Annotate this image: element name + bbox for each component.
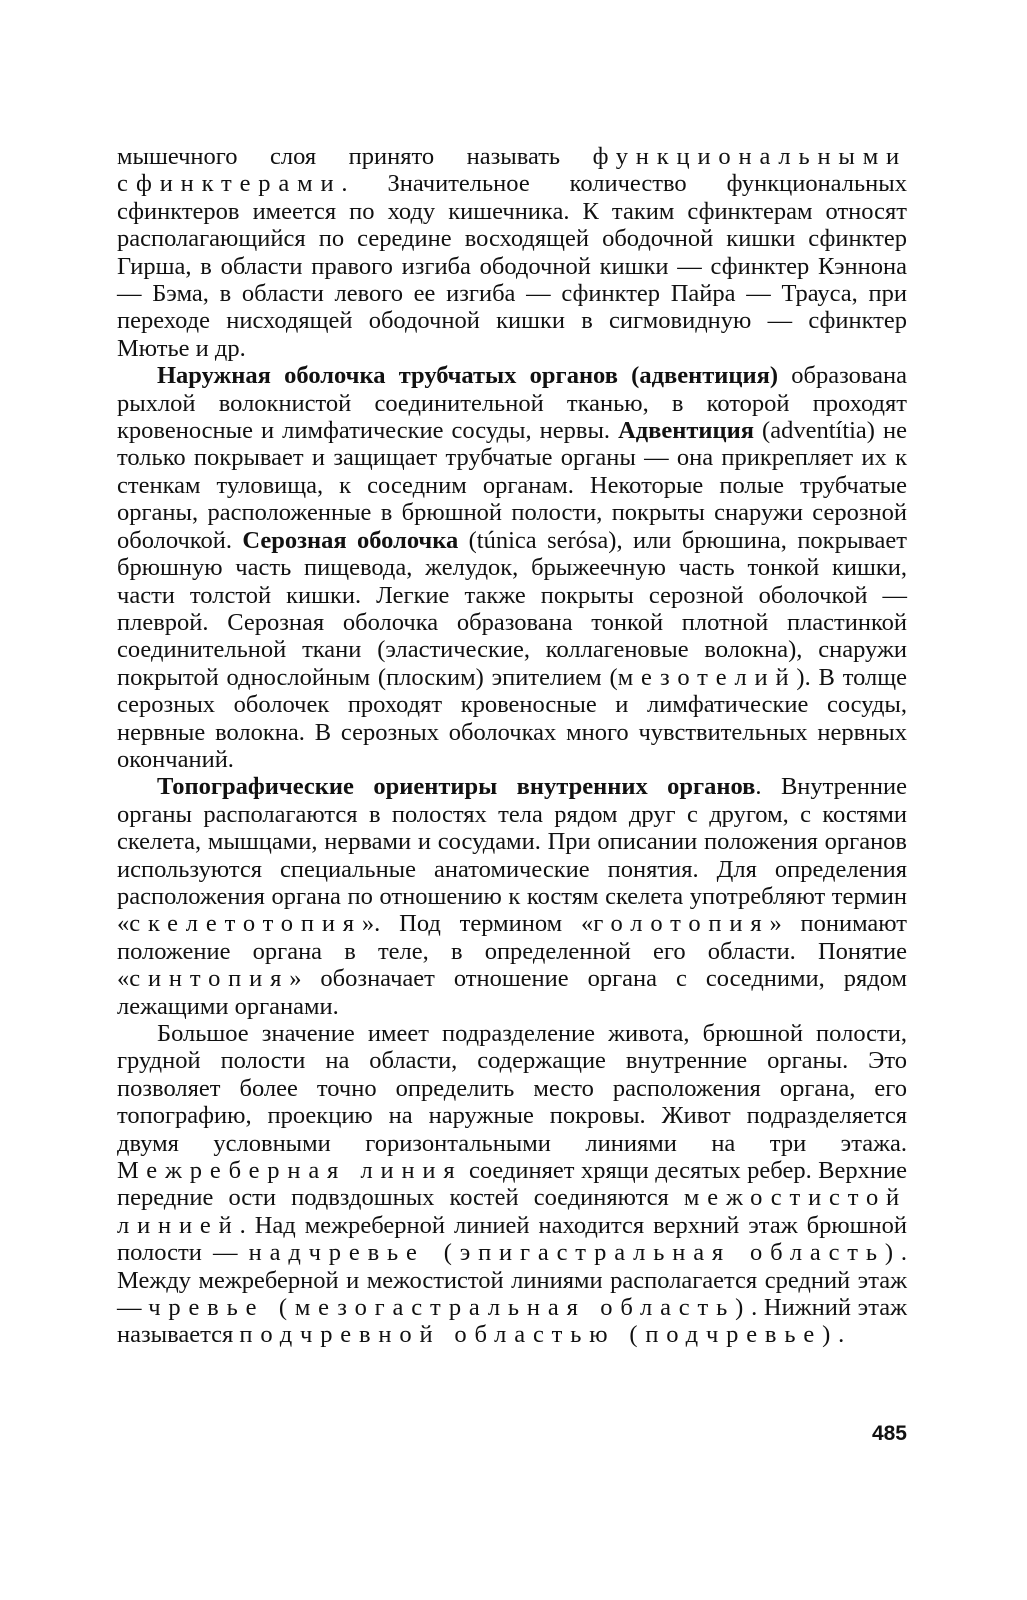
paragraph-abdomen-regions	[117, 1020, 907, 1349]
term-mesothelium: мезотелий	[617, 663, 797, 691]
term-hypogastric-region: подчревной областью (подчревье)	[239, 1321, 839, 1349]
heading-topography: Топографические ориентиры внутренних органов	[157, 773, 756, 801]
text-run: ». Под термином «	[361, 910, 594, 938]
term-holotopy: голотопия	[593, 910, 770, 938]
text-run: мышечного слоя принято называть	[117, 143, 593, 170]
text-run: образована рыхлой волокнистой соединительной тканью, в которой проходят кровеносные и лимфатические сосуды, нервы.	[117, 362, 907, 445]
text-run: (túnica serósa), или брюшина, покрывает брюшную часть пищевода, желудок, брыжеечную часть тонкой кишки, части толстой кишки. Легкие также покрыты серозной оболочкой — плеврой. Серозная оболочка образована тонкой плотной пластинкой соединительной ткани (эластические, коллагеновые волокна), снаружи покрытой однослойным (плоским) эпителием (	[117, 526, 907, 691]
text-run: ). В толще серозных оболочек проходят кровеносные и лимфатические сосуды, нервные волокна. В серозных оболочках много чувствительных нервных окончаний.	[117, 663, 907, 773]
term-interspinous-line: межостистой линией	[117, 1184, 907, 1239]
term-skeletotopy: скелетотопия	[129, 910, 362, 938]
term-adventitia: Адвентиция	[618, 417, 755, 445]
text-run: соединяет хрящи десятых ребер. Верхние передние ости подвздошных костей соединяются	[117, 1157, 907, 1212]
text-run: » обозначает отношение органа с соседними, рядом лежащими органами.	[117, 965, 907, 1020]
term-mesogastric-region: чревье (мезогастральная область)	[148, 1294, 752, 1322]
term-epigastric-region: надчревье (эпигастральная область)	[248, 1239, 901, 1267]
text-run: . Между межреберной и межостистой линиями располагается средний этаж —	[117, 1239, 907, 1322]
text-run: .	[838, 1321, 845, 1349]
term-serous-membrane: Серозная оболочка	[242, 526, 459, 554]
term-functional-sphincters: функциональными сфинктерами	[117, 143, 907, 198]
text-run: . Внутренние органы располагаются в полостях тела рядом друг с другом, с костями скелета, мышцами, нервами и сосудами. При описании положения органов используются специальные анатомические понятия. Для определения расположения органа по отношению к костям скелета употребляют термин «	[117, 773, 907, 938]
paragraph-adventitia	[117, 362, 907, 773]
paragraph-sphincters	[117, 143, 907, 362]
text-run: (adventítia) не только покрывает и защищает трубчатые органы — она прикрепляет их к стенкам туловища, к соседним органам. Некоторые полые трубчатые органы, расположенные в брюшной полости, покрыты снаружи серозной оболочкой.	[117, 417, 907, 554]
term-syntopy: синтопия	[129, 965, 290, 993]
page-number: 485	[871, 1422, 907, 1445]
paragraph-topography	[117, 773, 907, 1020]
text-run: . Нижний этаж называется	[117, 1294, 908, 1349]
text-run: . Значительное количество функциональных сфинктеров имеется по ходу кишечника. К таким сфинктерам относят располагающийся по середине восходящей ободочной кишки сфинктер Гирша, в области правого изгиба ободочной кишки — сфинктер Кэннона — Бэма, в области левого ее изгиба — сфинктер Пайра — Трауса, при переходе нисходящей ободочной кишки в сигмовидную — сфинктер Мютье и др.	[117, 170, 907, 362]
text-run: . Над межреберной линией находится верхний этаж брюшной полости —	[117, 1211, 907, 1267]
term-intercostal-line: Межреберная линия	[117, 1157, 463, 1185]
heading-adventitia: Наружная оболочка трубчатых органов (адвентиция)	[157, 362, 778, 390]
text-run: » понимают положение органа в теле, в определенной его области. Понятие «	[117, 910, 907, 993]
page-text	[117, 143, 907, 1349]
text-run: Большое значение имеет подразделение живота, брюшной полости, грудной полости на области, содержащие внутренние органы. Это позволяет более точно определить место расположения органа, его топографию, проекцию на наружные покровы. Живот подразделяется двумя условными горизонтальными линиями на три этажа.	[117, 1020, 907, 1157]
